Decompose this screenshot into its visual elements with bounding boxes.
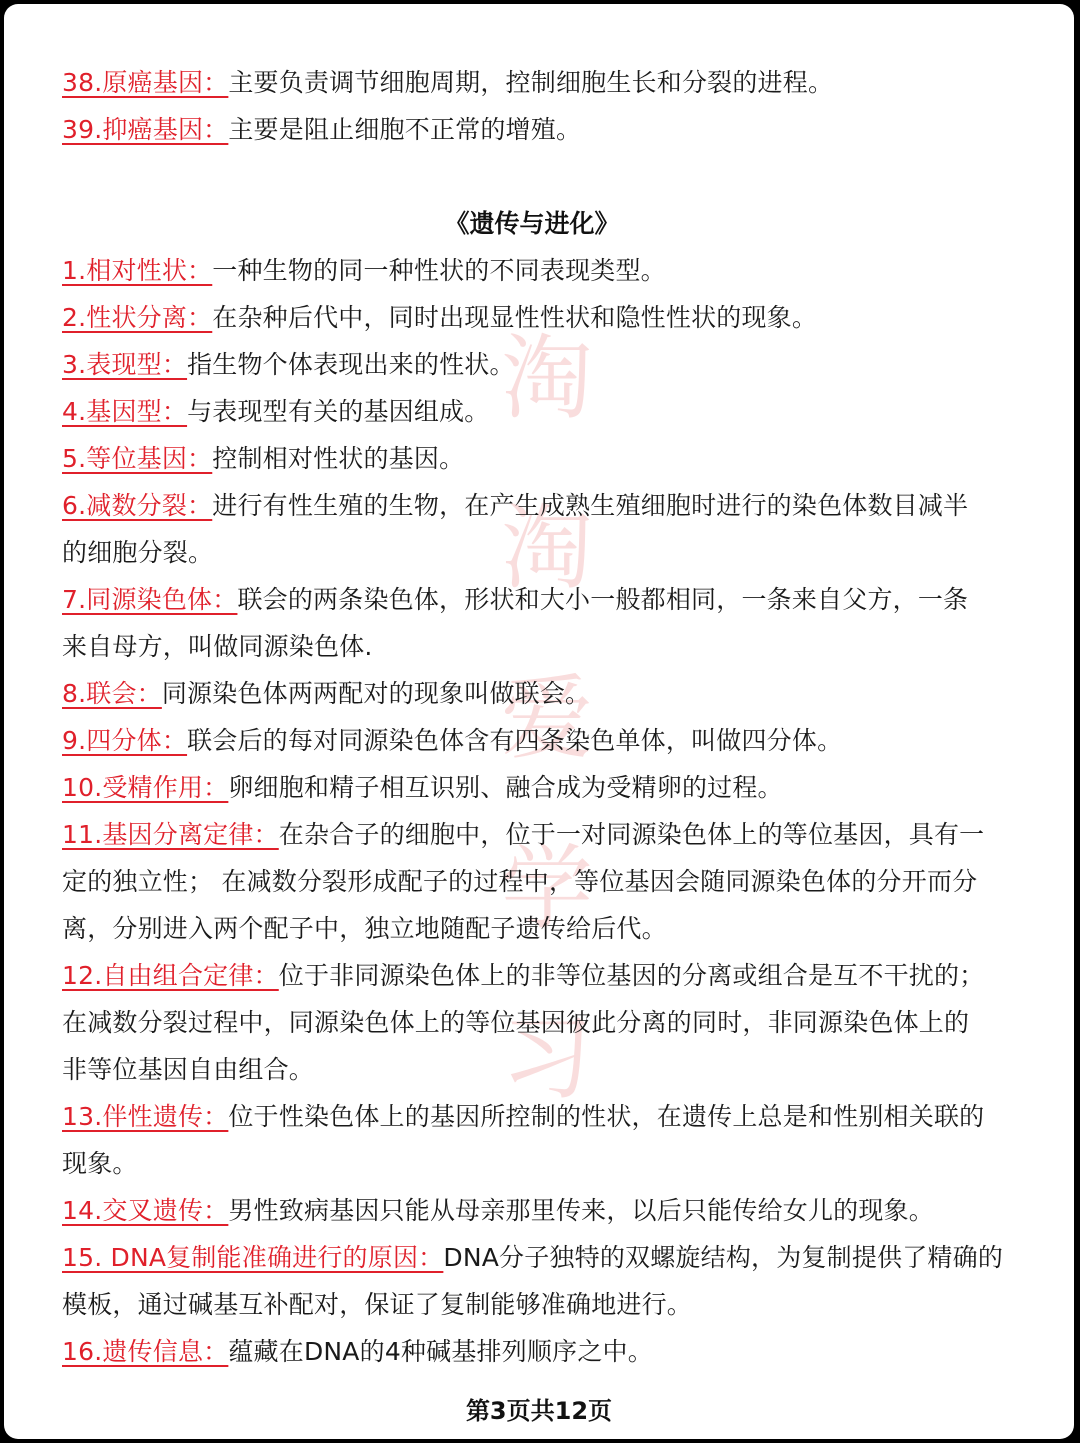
definition-item [62, 59, 1022, 106]
term-label: 6.减数分裂： [62, 491, 213, 520]
page-number: 第3页共12页 [465, 1397, 613, 1425]
definition-continuation: 来自母方，叫做同源染色体. [62, 632, 373, 661]
definition-item [62, 1187, 1022, 1234]
term-label: 7.同源染色体： [62, 585, 238, 614]
term-definition: 控制相对性状的基因。 [212, 444, 465, 473]
definition-item [62, 1328, 1022, 1375]
term-label: 2.性状分离： [62, 303, 213, 332]
term-definition: 同源染色体两两配对的现象叫做联会。 [161, 679, 591, 708]
term-definition: 在杂合子的细胞中，位于一对同源染色体上的等位基因，具有一 [278, 820, 985, 849]
watermark-char: 淘 [500, 325, 593, 432]
term-label: 13.伴性遗传： [62, 1102, 229, 1131]
term-label: 39.抑癌基因： [62, 115, 229, 144]
term-label: 8.联会： [62, 679, 162, 708]
term-definition: 男性致病基因只能从母亲那里传来，以后只能传给女儿的现象。 [228, 1196, 934, 1225]
definition-item [62, 952, 1022, 999]
definition-list [62, 247, 1022, 1375]
term-label: 10.受精作用： [62, 773, 229, 802]
term-label: 3.表现型： [62, 350, 188, 379]
term-definition: 指生物个体表现出来的性状。 [187, 350, 515, 379]
definition-item [62, 811, 1022, 858]
definition-item [62, 341, 1022, 388]
definition-continuation: 在减数分裂过程中，同源染色体上的等位基因彼此分离的同时，非同源染色体上的 [62, 1008, 970, 1037]
spacer [62, 153, 1022, 200]
term-definition: 主要负责调节细胞周期，控制细胞生长和分裂的进程。 [228, 68, 834, 97]
term-label: 9.四分体： [62, 726, 188, 755]
term-definition: 位于性染色体上的基因所控制的性状，在遗传上总是和性别相关联的 [228, 1102, 985, 1131]
definition-item [62, 435, 1022, 482]
definition-item [62, 717, 1022, 764]
section-title: 《遗传与进化》 [444, 209, 620, 238]
definition-item [62, 576, 1022, 623]
content-body [62, 59, 1022, 1375]
definition-continuation: 非等位基因自由组合。 [62, 1055, 315, 1084]
definition-item [62, 388, 1022, 435]
term-definition: 蕴藏在DNA的4种碱基排列顺序之中。 [228, 1337, 653, 1366]
definition-continuation: 现象。 [62, 1149, 138, 1178]
term-definition: 联会后的每对同源染色体含有四条染色单体，叫做四分体。 [187, 726, 843, 755]
definition-item [62, 106, 1022, 153]
term-label: 15. DNA复制能准确进行的原因： [62, 1243, 444, 1272]
term-definition: 联会的两条染色体，形状和大小一般都相同，一条来自父方，一条 [237, 585, 969, 614]
term-label: 5.等位基因： [62, 444, 213, 473]
document-page [4, 4, 1074, 1439]
definition-continuation: 模板，通过碱基互补配对，保证了复制能够准确地进行。 [62, 1290, 693, 1319]
term-definition: 位于非同源染色体上的非等位基因的分离或组合是互不干扰的； [278, 961, 985, 990]
watermark-char: 淘 [500, 495, 593, 602]
watermark-char: 习 [500, 1005, 593, 1112]
definition-item [62, 764, 1022, 811]
watermark-char: 爱 [500, 665, 593, 772]
term-label: 12.自由组合定律： [62, 961, 279, 990]
term-label: 1.相对性状： [62, 256, 213, 285]
definition-item [62, 1234, 1022, 1281]
definition-item [62, 294, 1022, 341]
term-definition: 主要是阻止细胞不正常的增殖。 [228, 115, 582, 144]
watermark-char: 学 [500, 835, 593, 942]
term-definition: 卵细胞和精子相互识别、融合成为受精卵的过程。 [228, 773, 783, 802]
term-label: 4.基因型： [62, 397, 188, 426]
term-definition: 进行有性生殖的生物，在产生成熟生殖细胞时进行的染色体数目减半 [212, 491, 969, 520]
term-definition: DNA分子独特的双螺旋结构，为复制提供了精确的 [443, 1243, 1004, 1272]
term-definition: 一种生物的同一种性状的不同表现类型。 [212, 256, 666, 285]
definition-item [62, 247, 1022, 294]
definition-item [62, 482, 1022, 529]
definition-item [62, 670, 1022, 717]
definition-item [62, 1093, 1022, 1140]
term-label: 16.遗传信息： [62, 1337, 229, 1366]
term-definition: 在杂种后代中，同时出现显性性状和隐性性状的现象。 [212, 303, 818, 332]
definition-continuation: 的细胞分裂。 [62, 538, 214, 567]
term-label: 38.原癌基因： [62, 68, 229, 97]
definition-continuation: 定的独立性； 在减数分裂形成配子的过程中，等位基因会随同源染色体的分开而分 [62, 867, 978, 896]
definition-continuation: 离，分别进入两个配子中，独立地随配子遗传给后代。 [62, 914, 667, 943]
term-label: 11.基因分离定律： [62, 820, 279, 849]
term-label: 14.交叉遗传： [62, 1196, 229, 1225]
term-definition: 与表现型有关的基因组成。 [187, 397, 490, 426]
